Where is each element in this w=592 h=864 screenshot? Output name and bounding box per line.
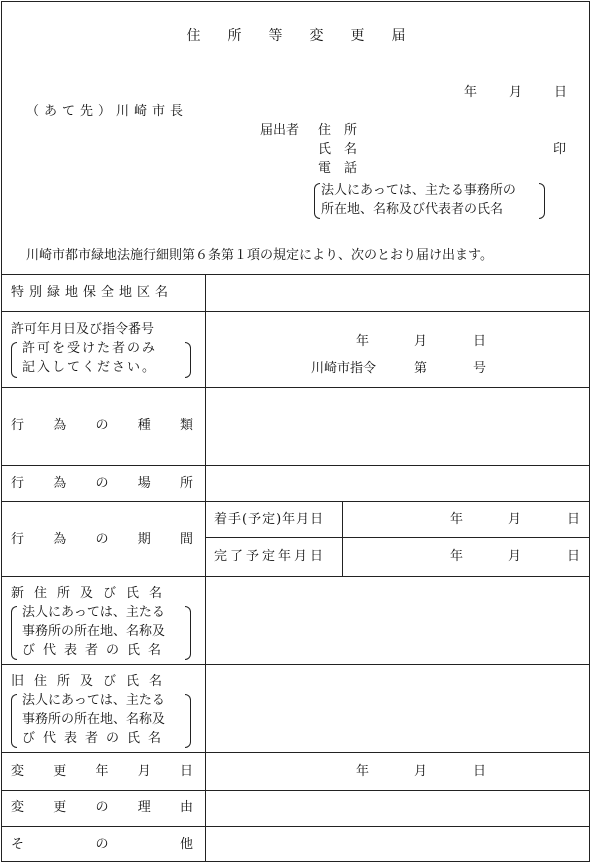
label-char: の: [95, 418, 109, 433]
row-divider: [2, 664, 589, 665]
title-char: 更: [350, 28, 365, 44]
label-char: 変: [11, 764, 25, 779]
end-date-label: 完了予定年月日: [214, 549, 327, 564]
old-note-line-1: 法人にあっては、主たる: [22, 693, 165, 708]
other-value[interactable]: [212, 830, 582, 858]
permit-go: 号: [473, 361, 487, 376]
new-note-line-1: 法人にあっては、主たる: [22, 605, 165, 620]
label-char: 更: [53, 800, 67, 815]
row-divider-partial: [205, 537, 589, 538]
act-type-value[interactable]: [212, 392, 582, 460]
new-note-right-bracket: [185, 606, 191, 660]
permit-month: 月: [414, 334, 428, 349]
permit-day: 日: [473, 334, 487, 349]
act-place-value[interactable]: [212, 469, 582, 497]
row-divider: [2, 826, 589, 827]
label-char: の: [95, 837, 109, 852]
old-address-label: 旧住所及び氏名: [11, 674, 173, 689]
label-char: の: [95, 800, 109, 815]
change-date-label: [11, 764, 193, 780]
new-note-line-3: び代表者の氏名: [22, 643, 170, 658]
addressee: （あて先）川崎市長: [26, 104, 189, 119]
label-char: 為: [53, 532, 67, 547]
change-month: 月: [414, 764, 428, 779]
date-day: 日: [554, 85, 568, 100]
change-year: 年: [356, 764, 370, 779]
row-divider: [2, 501, 589, 502]
label-char: の: [95, 476, 109, 491]
notifier-name-label: 氏 名: [318, 142, 358, 157]
permit-note-right-bracket: [185, 342, 191, 378]
notifier-address-label: 住 所: [318, 123, 358, 138]
label-char: 年: [95, 764, 109, 779]
start-month: 月: [508, 512, 522, 527]
label-char: 他: [179, 837, 193, 852]
other-label: [11, 837, 193, 853]
permit-dai: 第: [414, 361, 428, 376]
permit-note-left-bracket: [11, 342, 17, 378]
label-char: 期: [137, 532, 151, 547]
new-address-value[interactable]: [212, 581, 582, 659]
corp-note-line-2: 所在地、名称及び代表者の氏名: [321, 202, 504, 217]
change-day: 日: [473, 764, 487, 779]
label-char: 月: [137, 764, 151, 779]
new-address-label: 新住所及び氏名: [11, 586, 173, 601]
notifier-label: 届出者: [260, 123, 300, 138]
permit-note-line-2: 記入してください。: [22, 360, 158, 375]
label-char: 為: [53, 418, 67, 433]
column-divider: [205, 274, 206, 861]
old-note-left-bracket: [11, 694, 17, 748]
label-char: 種: [137, 418, 151, 433]
end-month: 月: [508, 549, 522, 564]
new-note-left-bracket: [11, 606, 17, 660]
row-divider: [2, 274, 589, 275]
label-char: 行: [11, 418, 25, 433]
old-note-line-2: 事務所の所在地、名称及: [22, 712, 166, 727]
row-divider: [2, 387, 589, 388]
notifier-phone-label: 電 話: [318, 161, 358, 176]
label-char: 由: [179, 800, 193, 815]
change-reason-label: [11, 800, 193, 816]
label-char: 場: [137, 476, 151, 491]
title-char: 所: [227, 28, 242, 44]
new-note-line-2: 事務所の所在地、名称及: [22, 624, 166, 639]
label-char: そ: [11, 837, 25, 852]
change-of-address-form: [1, 1, 590, 862]
start-day: 日: [567, 512, 581, 527]
label-char: 変: [11, 800, 25, 815]
end-day: 日: [567, 549, 581, 564]
form-title: [173, 28, 419, 45]
corp-note-left-bracket: [314, 183, 320, 219]
label-char: 所: [179, 476, 193, 491]
row-divider: [2, 465, 589, 466]
permit-year: 年: [356, 334, 370, 349]
title-char: 住: [186, 28, 201, 44]
row-divider: [2, 790, 589, 791]
title-char: 等: [268, 28, 283, 44]
district-label: 特別緑地保全地区名: [11, 285, 174, 300]
start-year: 年: [450, 512, 464, 527]
intro-statement: 川崎市都市緑地法施行細則第６条第１項の規定により、次のとおり届け出ます。: [26, 248, 493, 263]
title-char: 変: [309, 28, 324, 44]
district-value[interactable]: [212, 278, 582, 308]
act-period-label: [11, 532, 193, 548]
date-month: 月: [509, 85, 523, 100]
act-type-label: [11, 418, 193, 434]
end-year: 年: [450, 549, 464, 564]
label-char: 間: [179, 532, 193, 547]
label-char: 行: [11, 476, 25, 491]
label-char: 類: [179, 418, 193, 433]
label-char: 日: [179, 764, 193, 779]
row-divider: [2, 576, 589, 577]
corp-note-right-bracket: [539, 183, 545, 219]
change-reason-value[interactable]: [212, 794, 582, 822]
old-note-line-3: び代表者の氏名: [22, 731, 170, 746]
permit-label: 許可年月日及び指令番号: [11, 322, 155, 337]
start-date-label: 着手(予定)年月日: [214, 512, 325, 527]
label-char: の: [95, 532, 109, 547]
old-address-value[interactable]: [212, 669, 582, 747]
row-divider: [2, 311, 589, 312]
permit-order: 川崎市指令: [311, 361, 377, 376]
corp-note-line-1: 法人にあっては、主たる事務所の: [321, 183, 516, 198]
title-char: 届: [391, 28, 406, 44]
seal-mark: 印: [553, 142, 567, 157]
date-year: 年: [464, 85, 478, 100]
permit-note-line-1: 許可を受けた者のみ: [22, 341, 158, 356]
label-char: 行: [11, 532, 25, 547]
old-note-right-bracket: [185, 694, 191, 748]
label-char: 為: [53, 476, 67, 491]
row-divider: [2, 752, 589, 753]
act-place-label: [11, 476, 193, 492]
label-char: 更: [53, 764, 67, 779]
label-char: 理: [137, 800, 151, 815]
period-column-divider: [342, 501, 343, 576]
